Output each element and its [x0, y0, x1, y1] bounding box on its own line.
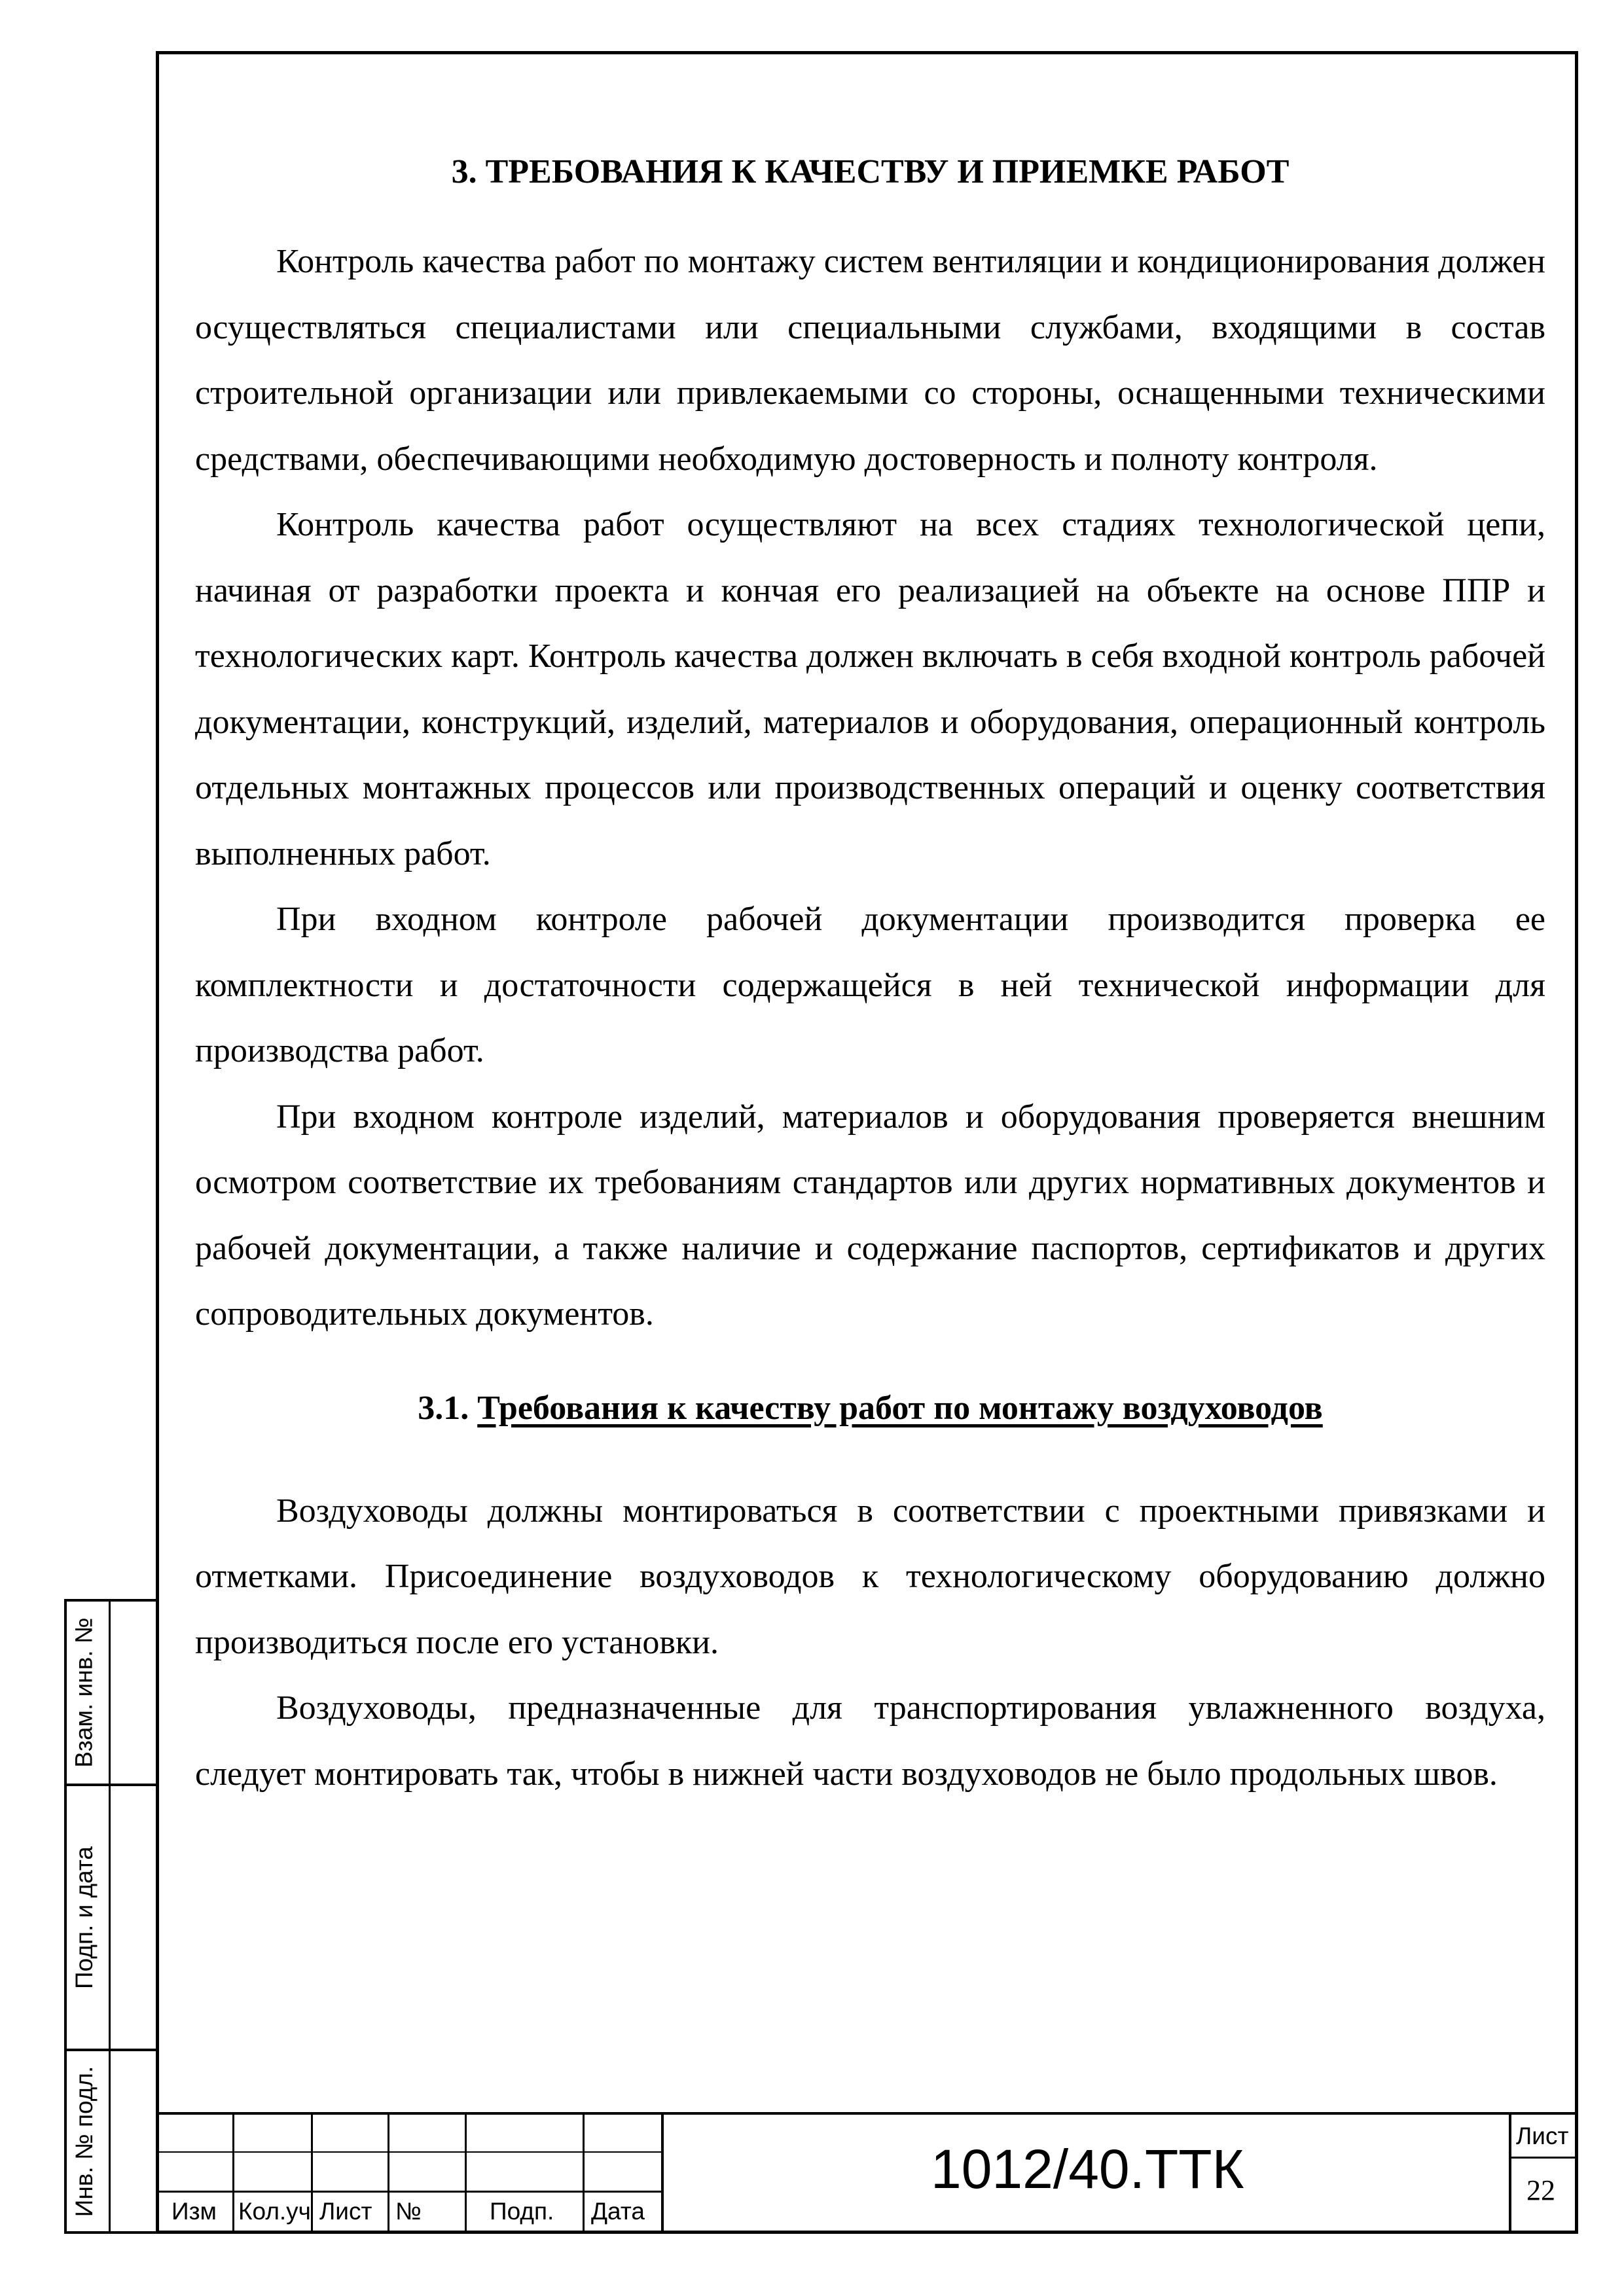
section-heading: 3. ТРЕБОВАНИЯ К КАЧЕСТВУ И ПРИЕМКЕ РАБОТ [451, 153, 1290, 190]
col-kol-uch: Кол.уч [238, 2198, 311, 2225]
col-izm: Изм [171, 2198, 217, 2225]
col-podp: Подп. [490, 2198, 554, 2225]
paragraph: Контроль качества работ по монтажу систем вентиляции и кондиционирования должен осуществляться специалистами или специальными службами, входящими в состав строительной организации или привлекаемыми со стороны, оснащенными техническими средствами, обеспечивающими необходимую достоверность и полноту контроля. [195, 243, 1545, 478]
sheet-number: 22 [1526, 2174, 1555, 2206]
paragraph: Воздуховоды должны монтироваться в соответствии с проектными привязками и отметками. Присоединение воздуховодов к технологическому оборудованию должно производиться после его установки. [195, 1492, 1545, 1661]
subsection-number: 3.1. [418, 1389, 469, 1427]
paragraph: При входном контроле изделий, материалов и оборудования проверяется внешним осмотром соответствие их требованиям стандартов или других нормативных документов и рабочей документации, а также наличие и содержание паспортов, сертификатов и других сопроводительных документов. [195, 1098, 1545, 1333]
vzam-inv-label: Взам. инв. № [71, 1617, 98, 1768]
paragraph: Воздуховоды, предназначенные для транспортирования увлажненного воздуха, следует монтировать так, чтобы в нижней части воздуховодов не было продольных швов. [195, 1689, 1545, 1793]
col-number: № [395, 2198, 422, 2225]
document-body [195, 131, 1545, 1807]
paragraph: При входном контроле рабочей документации производится проверка ее комплектности и достаточности содержащейся в ней технической информации для производства работ. [195, 901, 1545, 1069]
paragraph: Контроль качества работ осуществляют на всех стадиях технологической цепи, начиная от разработки проекта и кончая его реализацией на объекте на основе ППР и технологических карт. Контроль качества должен включать в себя входной контроль рабочей документации, конструкций, изделий, материалов и оборудования, операционный контроль отдельных монтажных процессов или производственных операций и оценку соответствия выполненных работ. [195, 506, 1545, 872]
document-code: 1012/40.ТТК [931, 2138, 1244, 2200]
subsection-heading [195, 1386, 1545, 1431]
col-list: Лист [319, 2198, 372, 2225]
podp-data-label: Подп. и дата [71, 1846, 98, 1989]
subsection-title: Требования к качеству работ по монтажу воздуховодов [477, 1389, 1323, 1427]
col-data: Дата [591, 2198, 645, 2225]
inv-podl-label: Инв. № подл. [71, 2066, 98, 2217]
sheet-label: Лист [1516, 2123, 1569, 2149]
